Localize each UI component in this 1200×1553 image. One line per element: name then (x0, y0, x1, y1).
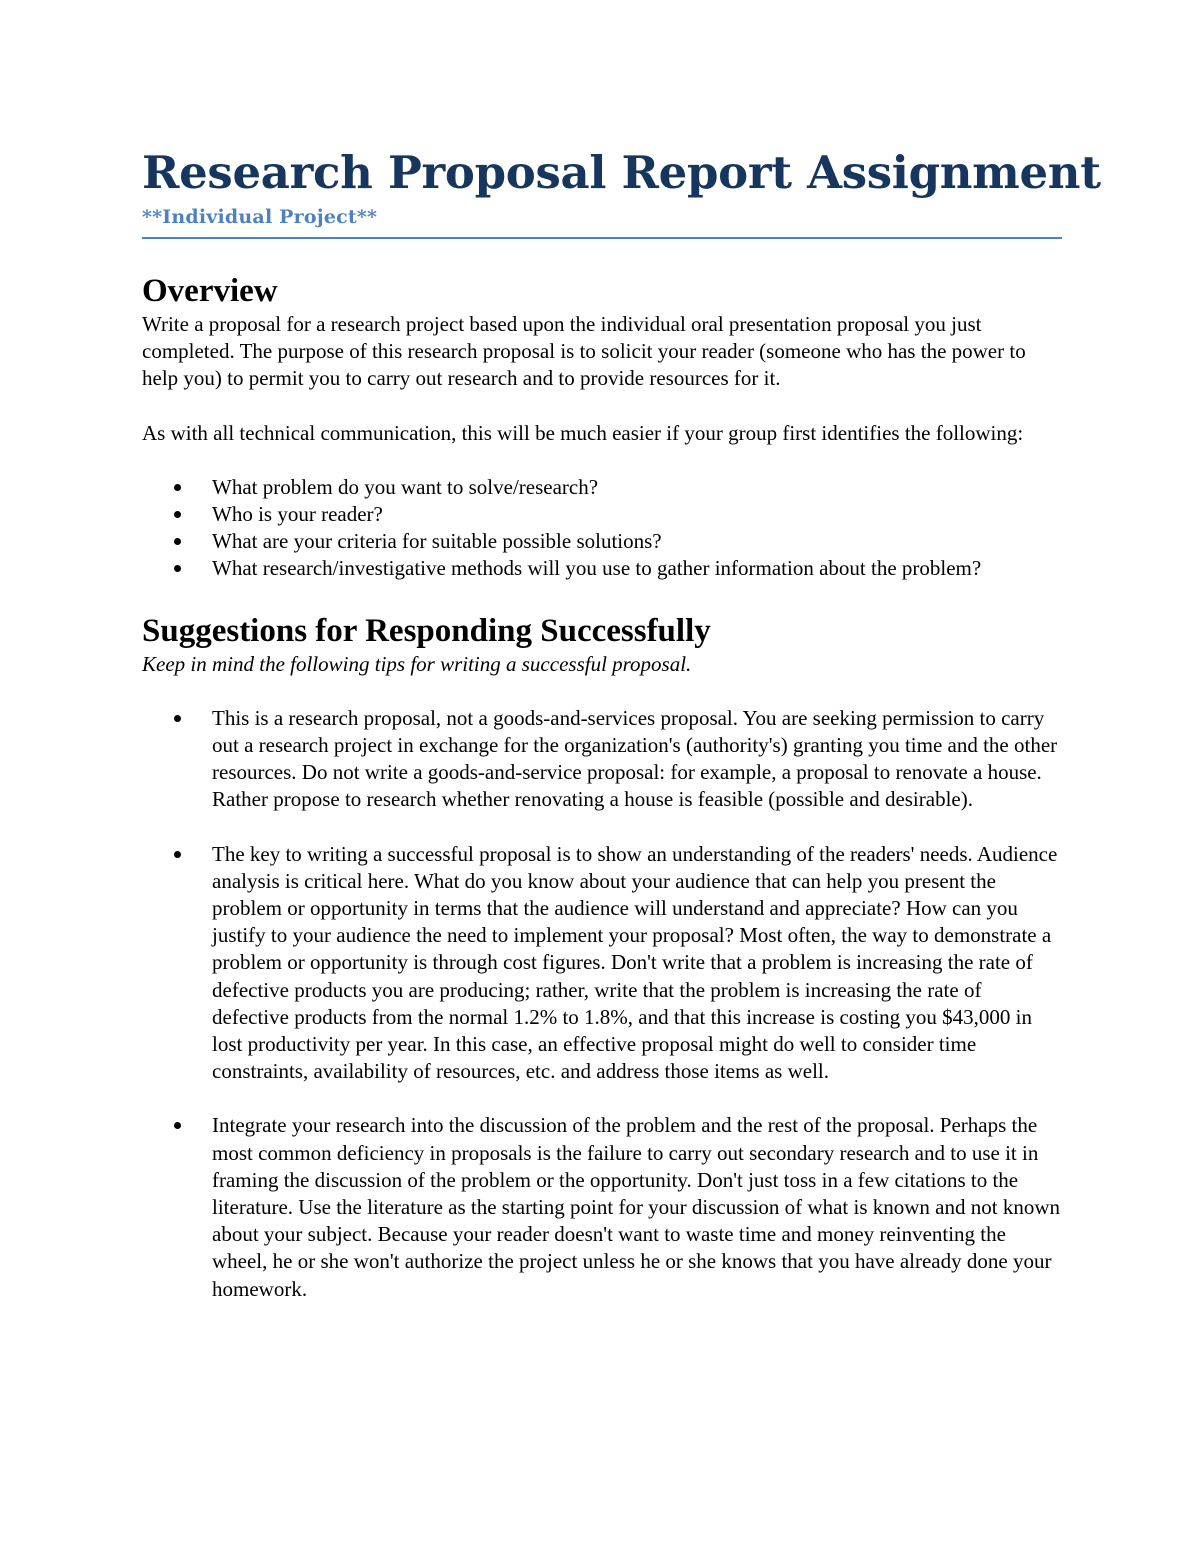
bullet-icon (174, 484, 181, 491)
bullet-icon (174, 1122, 181, 1129)
list-item (142, 1112, 1062, 1302)
bullet-icon (174, 565, 181, 572)
tips-list (142, 705, 1062, 1303)
suggestions-heading: Suggestions for Responding Successfully (142, 612, 711, 649)
page-subtitle: **Individual Project** (142, 206, 378, 228)
suggestions-intro: Keep in mind the following tips for writing a successful proposal. (142, 651, 692, 676)
overview-paragraph-1: Write a proposal for a research project based upon the individual oral presentation proposal you just completed. The purpose of this research proposal is to solicit your reader (someone who has the power to help you) to permit you to carry out research and to provide resources for it. (142, 312, 1026, 391)
list-item (142, 474, 1062, 501)
question-text: Who is your reader? (212, 502, 383, 527)
tip-text: The key to writing a successful proposal is to show an understanding of the readers' needs. Audience analysis is critical here. What do you know about your audience that can help you present the problem or opportunity in terms that the audience will understand and appreciate? How can you justify to your audience the need to implement your proposal? Most often, the way to demonstrate a problem or opportunity is through cost figures. Don't write that a problem is increasing the rate of defective products you are producing; rather, write that the problem is increasing the rate of defective products from the normal 1.2% to 1.8%, and that this increase is costing you $43,000 in lost productivity per year. In this case, an effective proposal might do well to consider time constraints, availability of resources, etc. and address those items as well. (212, 841, 1058, 1084)
list-item (142, 705, 1062, 814)
list-item (142, 528, 1062, 555)
bullet-icon (174, 511, 181, 518)
question-text: What problem do you want to solve/research? (212, 474, 599, 499)
list-item (142, 841, 1062, 1086)
question-text: What research/investigative methods will you use to gather information about the problem? (212, 556, 982, 581)
title-divider (142, 237, 1062, 239)
tip-text: This is a research proposal, not a goods-and-services proposal. You are seeking permission to carry out a research project in exchange for the organization's (authority's) granting you time and the other resources. Do not write a goods-and-service proposal: for example, a proposal to renovate a house. Rather propose to research whether renovating a house is feasible (possible and desirable). (212, 705, 1058, 812)
question-text: What are your criteria for suitable possible solutions? (212, 529, 662, 554)
bullet-icon (174, 715, 181, 722)
page-title: Research Proposal Report Assignment (142, 146, 1101, 199)
bullet-icon (174, 538, 181, 545)
overview-heading: Overview (142, 273, 278, 309)
document-page (142, 140, 1101, 1330)
question-list (142, 474, 1062, 583)
overview-paragraph-2: As with all technical communication, this will be much easier if your group first identifies the following: (142, 420, 1024, 445)
tip-text: Integrate your research into the discussion of the problem and the rest of the proposal. Perhaps the most common deficiency in proposals is the failure to carry out secondary research and to use it in framing the discussion of the problem or the opportunity. Don't just toss in a few citations to the literature. Use the literature as the starting point for your discussion of what is known and not known about your subject. Because your reader doesn't want to waste time and money reinventing the wheel, he or she won't authorize the project unless he or she knows that you have already done your homework. (212, 1113, 1060, 1301)
list-item (142, 555, 1062, 582)
bullet-icon (174, 851, 181, 858)
list-item (142, 501, 1062, 528)
